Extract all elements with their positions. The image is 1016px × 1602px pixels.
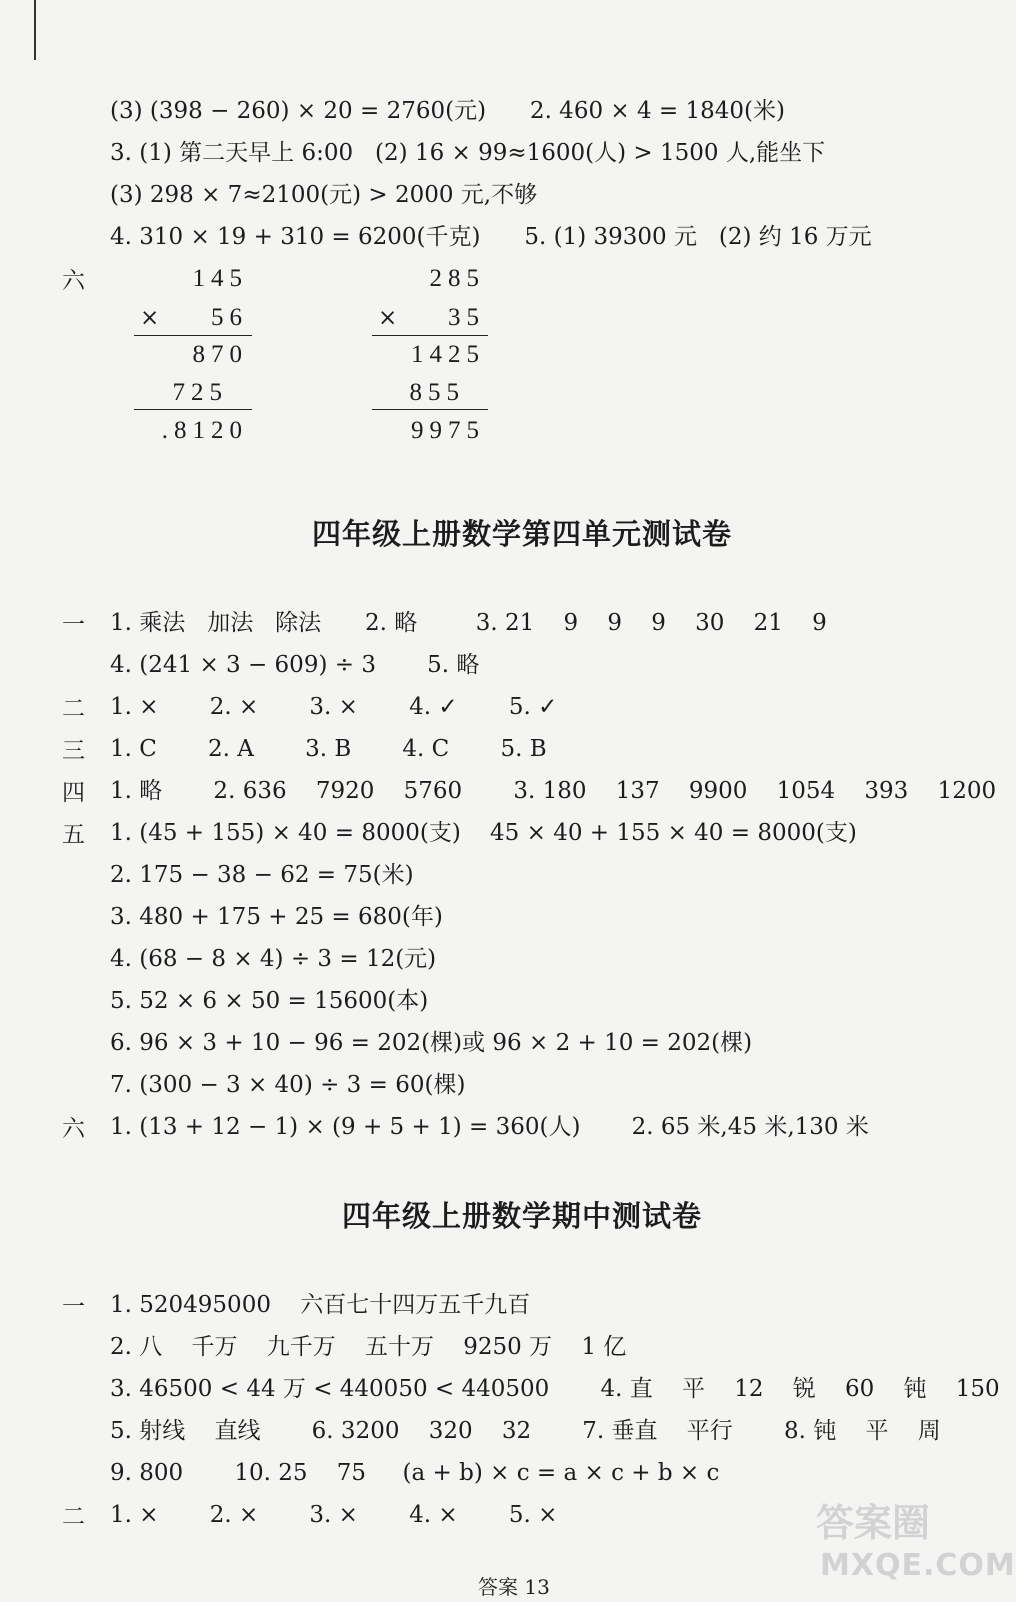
partial-product: 855 [409, 379, 465, 406]
product: 9975 [411, 417, 485, 444]
section-label: 二 [62, 1504, 85, 1530]
answer-line: 4. (241 × 3 − 609) ÷ 3 5. 略 [110, 652, 480, 678]
section-title: 四年级上册数学期中测试卷 [342, 1199, 703, 1233]
answer-line: 3. 46500 < 44 万 < 440050 < 440500 4. 直 平 12 锐 60 钝 150 [110, 1376, 1000, 1402]
section-label: 六 [62, 268, 85, 294]
section-title: 四年级上册数学第四单元测试卷 [312, 517, 733, 551]
watermark-logo-text: 答案圈 [816, 1501, 931, 1545]
calc-rule [372, 335, 488, 336]
section-label: 五 [62, 822, 85, 848]
binding-line [34, 0, 36, 60]
calc-rule [372, 409, 488, 410]
answer-line: 1. 520495000 六百七十四万五千九百 [110, 1292, 531, 1318]
section-label: 二 [62, 696, 85, 722]
answer-line: 6. 96 × 3 + 10 − 96 = 202(棵)或 96 × 2 + 10 = 202(棵) [110, 1030, 753, 1056]
section-label: 三 [62, 738, 85, 764]
section-label: 一 [62, 1294, 85, 1320]
answer-line: 7. (300 − 3 × 40) ÷ 3 = 60(棵) [110, 1072, 466, 1098]
section-label: 四 [62, 780, 85, 806]
answer-line: 2. 175 − 38 − 62 = 75(米) [110, 862, 414, 888]
partial-product: 870 [192, 341, 248, 368]
multiplicand: 285 [429, 265, 485, 292]
answer-line: 4. 310 × 19 + 310 = 6200(千克) 5. (1) 39300 元 (2) 约 16 万元 [110, 224, 872, 250]
multiplicand: 145 [192, 265, 248, 292]
answer-line: 4. (68 − 8 × 4) ÷ 3 = 12(元) [110, 946, 437, 972]
watermark-url: MXQE.COM [820, 1548, 1016, 1583]
answer-line: 1. (45 + 155) × 40 = 8000(支) 45 × 40 + 155 × 40 = 8000(支) [110, 820, 857, 846]
calc-rule [134, 409, 252, 410]
calc-rule [134, 335, 252, 336]
answer-line: 1. 略 2. 636 7920 5760 3. 180 137 9900 1054 393 1200 [110, 778, 997, 804]
answer-line: 3. (1) 第二天早上 6:00 (2) 16 × 99≈1600(人) > 1500 人,能坐下 [110, 140, 826, 166]
product: .8120 [161, 417, 248, 444]
partial-product: 725 [172, 379, 228, 406]
answer-line: 5. 52 × 6 × 50 = 15600(本) [110, 988, 429, 1014]
times-sign: × [378, 305, 398, 331]
page-footer: 答案 13 [478, 1575, 550, 1599]
multiplier: 35 [448, 304, 485, 331]
answer-line: 1. 乘法 加法 除法 2. 略 3. 21 9 9 9 30 21 9 [110, 610, 827, 636]
answer-line: 1. × 2. × 3. × 4. × 5. × [110, 1502, 558, 1528]
watermark-logo [812, 1490, 1016, 1590]
times-sign: × [140, 305, 160, 331]
answer-line: 1. (13 + 12 − 1) × (9 + 5 + 1) = 360(人) 2. 65 米,45 米,130 米 [110, 1114, 869, 1140]
answer-line: (3) 298 × 7≈2100(元) > 2000 元,不够 [110, 182, 538, 208]
answer-line: 1. × 2. × 3. × 4. ✓ 5. ✓ [110, 694, 558, 720]
answer-line: 1. C 2. A 3. B 4. C 5. B [110, 736, 547, 762]
section-label: 一 [62, 612, 85, 638]
answer-line: 3. 480 + 175 + 25 = 680(年) [110, 904, 443, 930]
section-label: 六 [62, 1116, 85, 1142]
partial-product: 1425 [411, 341, 485, 368]
answer-line: (3) (398 − 260) × 20 = 2760(元) 2. 460 × 4 = 1840(米) [110, 98, 785, 124]
answer-line: 9. 800 10. 25 75 (a + b) × c = a × c + b × c [110, 1460, 720, 1486]
answer-line: 5. 射线 直线 6. 3200 320 32 7. 垂直 平行 8. 钝 平 周 [110, 1418, 941, 1444]
answer-line: 2. 八 千万 九千万 五十万 9250 万 1 亿 [110, 1334, 627, 1360]
multiplier: 56 [211, 304, 248, 331]
